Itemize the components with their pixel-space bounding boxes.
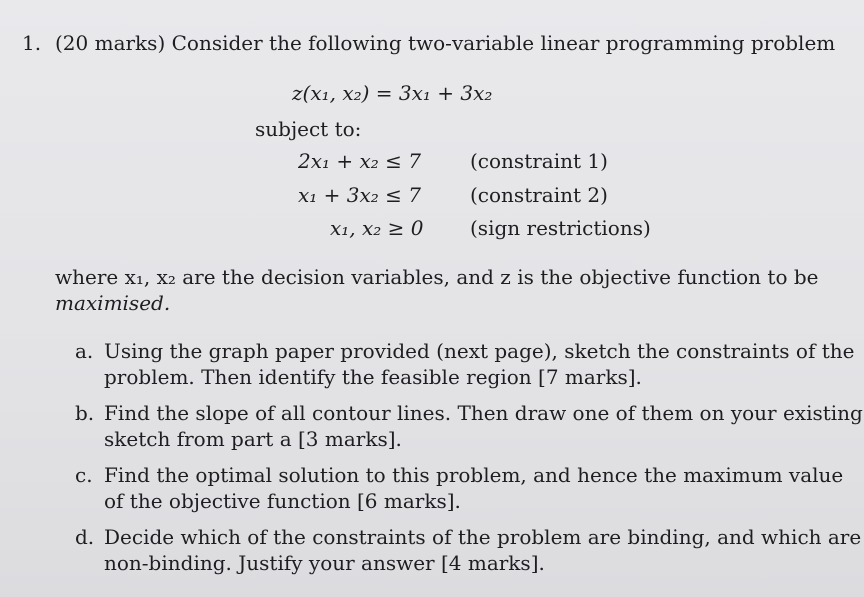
where-text-line2: maximised. xyxy=(55,291,171,315)
part-d-letter: d. xyxy=(75,525,95,549)
part-a-text-line2: problem. Then identify the feasible region [7 marks]. xyxy=(104,365,642,389)
constraint-1-expression: 2x₁ + x₂ ≤ 7 xyxy=(298,149,421,173)
subject-to-label: subject to: xyxy=(255,117,362,141)
sign-restriction-label: (sign restrictions) xyxy=(470,216,651,240)
part-d-text-line2: non-binding. Justify your answer [4 marks]. xyxy=(104,551,545,575)
part-c-letter: c. xyxy=(75,463,93,487)
part-a-text-line1: Using the graph paper provided (next page), sketch the constraints of the xyxy=(104,339,855,363)
part-b-text-line1: Find the slope of all contour lines. Then draw one of them on your existing xyxy=(104,401,863,425)
where-text-line1: where x₁, x₂ are the decision variables, and z is the objective function to be xyxy=(55,265,819,289)
part-b-letter: b. xyxy=(75,401,95,425)
part-d-text-line1: Decide which of the constraints of the problem are binding, and which are xyxy=(104,525,862,549)
constraint-2-label: (constraint 2) xyxy=(470,183,608,207)
question-intro: (20 marks) Consider the following two-variable linear programming problem xyxy=(55,31,836,55)
objective-function: z(x₁, x₂) = 3x₁ + 3x₂ xyxy=(292,81,493,105)
sign-restriction-expression: x₁, x₂ ≥ 0 xyxy=(330,216,424,240)
constraint-1-label: (constraint 1) xyxy=(470,149,608,173)
constraint-2-expression: x₁ + 3x₂ ≤ 7 xyxy=(298,183,421,207)
part-c-text-line1: Find the optimal solution to this problem, and hence the maximum value xyxy=(104,463,844,487)
part-a-letter: a. xyxy=(75,339,94,363)
part-b-text-line2: sketch from part a [3 marks]. xyxy=(104,427,402,451)
question-number: 1. xyxy=(22,31,42,55)
part-c-text-line2: of the objective function [6 marks]. xyxy=(104,489,461,513)
